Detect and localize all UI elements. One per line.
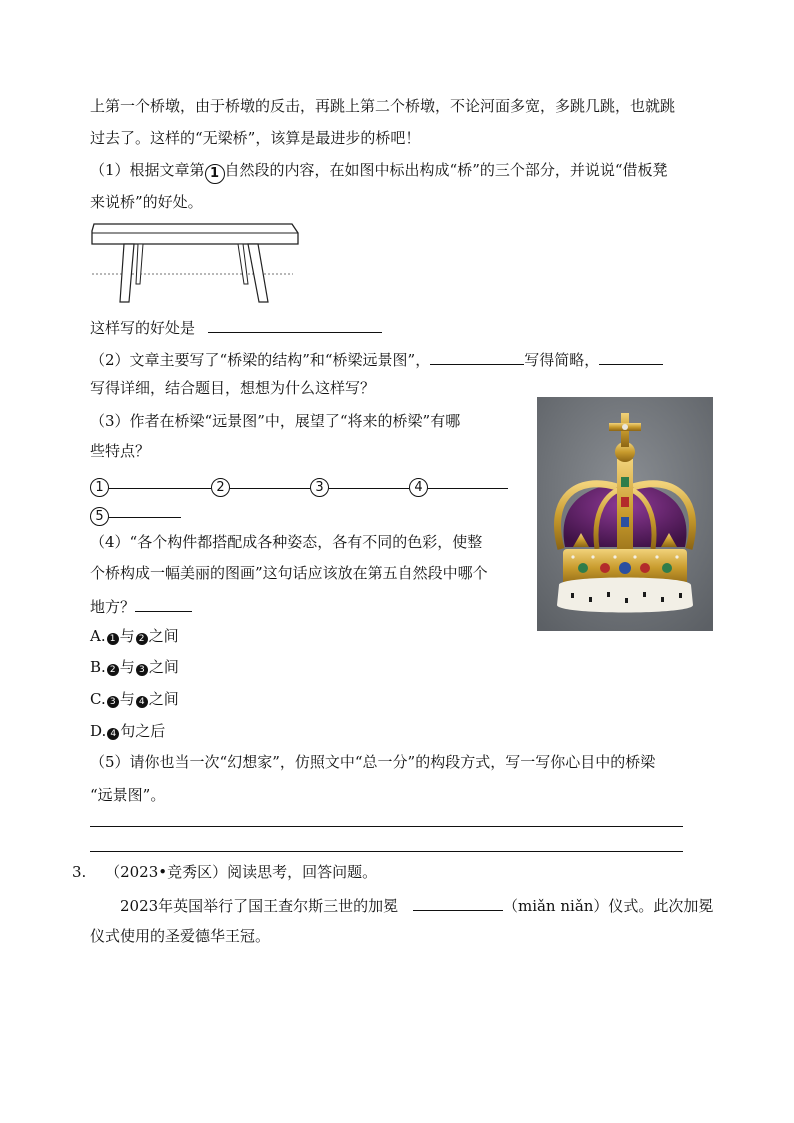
q2-line-1 xyxy=(90,348,663,370)
q4-option-b[interactable] xyxy=(90,657,179,677)
q3-blank-2[interactable] xyxy=(230,472,310,489)
q4-line-3 xyxy=(90,595,192,617)
q3-mark-1: 1 xyxy=(90,478,109,497)
sentence-marker: 1 xyxy=(107,633,119,645)
option-text: 与 xyxy=(119,658,135,676)
q4-prompt: 地方？ xyxy=(90,598,136,616)
section-3-pinyin: （miǎn niǎn）仪式。此次加冕 xyxy=(502,897,714,915)
option-letter: D. xyxy=(90,722,107,740)
sentence-marker: 2 xyxy=(136,633,148,645)
crown-photo xyxy=(537,397,713,631)
q4-option-a[interactable] xyxy=(90,626,179,646)
question-number: 3. xyxy=(72,863,87,881)
q3-blank-3[interactable] xyxy=(329,472,409,489)
section-3-text: 2023年英国举行了国王查尔斯三世的加冕 xyxy=(120,897,399,915)
q3-blank-5[interactable] xyxy=(109,501,181,518)
question-source: （2023•竞秀区）阅读思考，回答问题。 xyxy=(105,863,378,881)
q5-answer-line-2[interactable] xyxy=(90,851,683,852)
q2-line-2: 写得详细，结合题目，想想为什么这样写？ xyxy=(90,379,376,397)
q5-answer-line-1[interactable] xyxy=(90,826,683,827)
passage-line-2: 过去了。这样的“无梁桥”，该算是最进步的桥吧！ xyxy=(90,129,421,147)
option-text: 之间 xyxy=(148,690,179,708)
q5-line-2: “远景图”。 xyxy=(90,786,166,804)
sentence-marker: 2 xyxy=(107,664,119,676)
option-text: 与 xyxy=(119,627,135,645)
option-letter: C. xyxy=(90,690,106,708)
option-text: 与 xyxy=(119,690,135,708)
q3-blank-1[interactable] xyxy=(109,472,211,489)
option-letter: B. xyxy=(90,658,106,676)
q4-option-c[interactable] xyxy=(90,689,179,709)
q3-mark-2: 2 xyxy=(211,478,230,497)
q4-answer-blank[interactable] xyxy=(135,595,192,612)
sentence-marker: 4 xyxy=(136,696,148,708)
q3-blanks-row-1 xyxy=(90,472,508,497)
sentence-marker: 4 xyxy=(107,728,119,740)
q3-blank-4[interactable] xyxy=(428,472,508,489)
q4-line-1: （4）“各个构件都搭配成各种姿态，各有不同的色彩，使整 xyxy=(90,533,483,551)
section-3-line-2: 仪式使用的圣爱德华王冠。 xyxy=(90,927,271,945)
q4-line-2: 个桥构成一幅美丽的图画”这句话应该放在第五自然段中哪个 xyxy=(90,564,488,582)
q3-mark-5: 5 xyxy=(90,507,109,526)
q3-mark-4: 4 xyxy=(409,478,428,497)
sentence-marker: 3 xyxy=(107,696,119,708)
q2-mid: 写得简略， xyxy=(524,351,600,369)
q5-line-1: （5）请你也当一次“幻想家”，仿照文中“总一分”的构段方式，写一写你心目中的桥梁 xyxy=(90,753,656,771)
q2-prefix: （2）文章主要写了“桥梁的结构”和“桥梁远景图”， xyxy=(90,351,431,369)
passage-line-1: 上第一个桥墩，由于桥墩的反击，再跳上第二个桥墩，不论河面多宽，多跳几跳，也就跳 xyxy=(90,97,676,115)
q1-text: 自然段的内容，在如图中标出构成“桥”的三个部分，并说说“借板凳 xyxy=(224,161,668,179)
option-letter: A. xyxy=(90,627,106,645)
q2-blank-1[interactable] xyxy=(430,348,524,365)
q1-answer-blank[interactable] xyxy=(208,316,382,333)
section-3-blank[interactable] xyxy=(413,894,503,911)
section-3-header xyxy=(72,862,377,882)
sentence-marker: 3 xyxy=(136,664,148,676)
option-text: 之间 xyxy=(148,658,179,676)
option-text: 之间 xyxy=(148,627,179,645)
q1-answer-label: 这样写的好处是 xyxy=(90,319,196,337)
q3-blanks-row-2 xyxy=(90,501,181,526)
option-text: 句之后 xyxy=(120,722,166,740)
q1-line-2: 来说桥”的好处。 xyxy=(90,193,203,211)
q4-option-d[interactable] xyxy=(90,721,165,741)
q1-answer-line xyxy=(90,316,382,338)
q1-prefix: （1）根据文章第 xyxy=(90,161,205,179)
section-3-line-1 xyxy=(120,894,713,916)
q3-line-2: 些特点？ xyxy=(90,442,151,460)
q1-line-1 xyxy=(90,160,668,184)
bench-illustration xyxy=(88,220,303,310)
q3-line-1: （3）作者在桥梁“远景图”中，展望了“将来的桥梁”有哪 xyxy=(90,412,461,430)
q2-blank-2[interactable] xyxy=(599,348,663,365)
q3-mark-3: 3 xyxy=(310,478,329,497)
paragraph-1-marker: 1 xyxy=(205,164,225,184)
